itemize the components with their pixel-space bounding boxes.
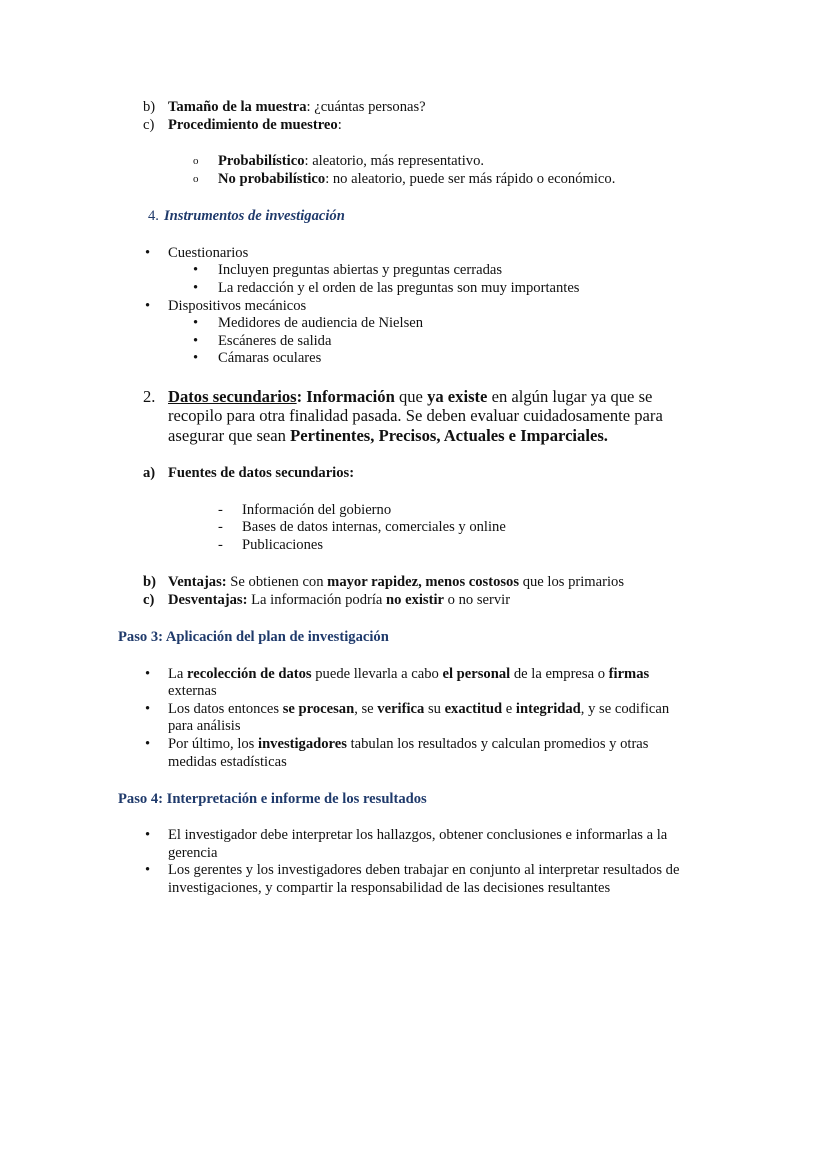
text-run: tabulan los resultados y calculan promedios y otras bbox=[346, 736, 649, 752]
list-item-c bbox=[168, 591, 510, 609]
text-run: Cámaras oculares bbox=[218, 350, 322, 366]
list-item-c bbox=[168, 116, 342, 134]
text-run: de la empresa o bbox=[510, 666, 609, 682]
text-run: : ¿cuántas personas? bbox=[306, 99, 426, 115]
circle-bullet-icon: o bbox=[193, 155, 199, 167]
text-run: externas bbox=[168, 683, 217, 699]
text-run: que bbox=[394, 387, 428, 406]
list-item-a bbox=[168, 464, 354, 482]
bullet-icon: • bbox=[145, 245, 151, 261]
list-marker: - bbox=[218, 502, 223, 518]
text-run: Paso 3: Aplicación del plan de investigación bbox=[118, 629, 389, 645]
text-run: que los primarios bbox=[519, 574, 625, 590]
dash-item bbox=[242, 501, 391, 519]
bold-text: mayor rapidez, menos costosos bbox=[327, 574, 520, 590]
paragraph-line bbox=[168, 426, 608, 446]
bold-text: Procedimiento de muestreo bbox=[168, 117, 338, 133]
bullet bbox=[168, 826, 667, 844]
text-run: Los datos entonces bbox=[168, 701, 283, 717]
text-run: Se obtienen con bbox=[226, 574, 328, 590]
sub-bullet bbox=[218, 279, 580, 297]
text-run: El investigador debe interpretar los hallazgos, obtener conclusiones e informarlas a la bbox=[168, 827, 668, 843]
bullet-continuation bbox=[168, 879, 610, 897]
list-item-b bbox=[168, 573, 624, 591]
bold-text: el personal bbox=[442, 666, 511, 682]
text-run: Medidores de audiencia de Nielsen bbox=[218, 315, 424, 331]
bold-text: Probabilístico bbox=[218, 153, 305, 169]
list-marker: 4. bbox=[148, 208, 159, 224]
bullet bbox=[168, 665, 649, 683]
text-run: : aleatorio, más representativo. bbox=[304, 153, 485, 169]
bullet-icon: • bbox=[145, 827, 151, 843]
list-marker: c) bbox=[143, 117, 155, 133]
list-marker: - bbox=[218, 537, 223, 553]
text-run: gerencia bbox=[168, 845, 218, 861]
bold-text: No probabilístico bbox=[218, 171, 326, 187]
list-marker: b) bbox=[143, 574, 156, 590]
text-run: : bbox=[337, 117, 342, 133]
text-run: , se bbox=[354, 701, 378, 717]
text-run: : no aleatorio, puede ser más rápido o económico. bbox=[325, 171, 616, 187]
bold-text: Datos secundarios bbox=[168, 387, 297, 406]
text-run: e bbox=[502, 701, 516, 717]
bullet bbox=[168, 244, 248, 262]
text-run: Cuestionarios bbox=[168, 245, 249, 261]
text-run: La bbox=[168, 666, 188, 682]
text-run: Instrumentos de investigación bbox=[164, 208, 345, 224]
sub-bullet bbox=[218, 332, 331, 350]
bold-text: firmas bbox=[608, 666, 650, 682]
list-marker: b) bbox=[143, 99, 156, 115]
sub-bullet bbox=[218, 152, 484, 170]
bold-text: Ventajas: bbox=[168, 574, 227, 590]
bullet bbox=[168, 735, 648, 753]
bullet-continuation bbox=[168, 844, 217, 862]
bullet-icon: • bbox=[193, 262, 199, 278]
text-run: para análisis bbox=[168, 718, 241, 734]
text-run: Incluyen preguntas abiertas y preguntas cerradas bbox=[218, 262, 503, 278]
bullet-continuation bbox=[168, 682, 217, 700]
bold-text: : Información bbox=[296, 387, 395, 406]
text-run: Dispositivos mecánicos bbox=[168, 298, 307, 314]
bullet bbox=[168, 700, 669, 718]
list-marker: a) bbox=[143, 465, 156, 481]
bullet-continuation bbox=[168, 717, 241, 735]
bullet-icon: • bbox=[145, 701, 151, 717]
text-run: La redacción y el orden de las preguntas son muy importantes bbox=[218, 280, 580, 296]
text-run: recopilo para otra finalidad pasada. Se deben evaluar cuidadosamente para bbox=[168, 406, 663, 425]
bullet-icon: • bbox=[145, 736, 151, 752]
text-run: Paso 4: Interpretación e informe de los resultados bbox=[118, 791, 427, 807]
numbered-item bbox=[168, 387, 652, 407]
list-marker: - bbox=[218, 519, 223, 535]
list-marker: c) bbox=[143, 592, 155, 608]
text-run: Los gerentes y los investigadores deben trabajar en conjunto al interpretar resultados de bbox=[168, 862, 680, 878]
sub-bullet bbox=[218, 314, 423, 332]
bullet bbox=[168, 297, 306, 315]
bold-text: no existir bbox=[386, 592, 445, 608]
text-run: Bases de datos internas, comerciales y online bbox=[242, 519, 506, 535]
bullet-icon: • bbox=[145, 862, 151, 878]
bold-text: exactitud bbox=[444, 701, 503, 717]
dash-item bbox=[242, 518, 506, 536]
section-heading bbox=[118, 628, 389, 646]
bold-text: Pertinentes, Precisos, Actuales e Imparciales. bbox=[290, 426, 608, 445]
bullet-continuation bbox=[168, 753, 287, 771]
bullet-icon: • bbox=[145, 666, 151, 682]
bullet-icon: • bbox=[145, 298, 151, 314]
text-run: su bbox=[424, 701, 445, 717]
bullet-icon: • bbox=[193, 350, 199, 366]
text-run: Información del gobierno bbox=[242, 502, 392, 518]
bold-text: verifica bbox=[377, 701, 425, 717]
text-run: Publicaciones bbox=[242, 537, 324, 553]
bold-text: Desventajas: bbox=[168, 592, 248, 608]
bullet-icon: • bbox=[193, 280, 199, 296]
text-run: Escáneres de salida bbox=[218, 333, 332, 349]
bold-text: recolección de datos bbox=[187, 666, 312, 682]
text-run: o no servir bbox=[444, 592, 511, 608]
text-run: en algún lugar ya que se bbox=[487, 387, 653, 406]
paragraph-line bbox=[168, 406, 663, 426]
text-run: puede llevarla a cabo bbox=[311, 666, 443, 682]
bold-text: se procesan bbox=[282, 701, 355, 717]
text-run: La información podría bbox=[247, 592, 387, 608]
text-run: investigaciones, y compartir la responsabilidad de las decisiones resultantes bbox=[168, 880, 611, 896]
text-run: , y se codifican bbox=[580, 701, 670, 717]
bold-text: ya existe bbox=[427, 387, 488, 406]
dash-item bbox=[242, 536, 323, 554]
circle-bullet-icon: o bbox=[193, 173, 199, 185]
section-heading bbox=[118, 790, 427, 808]
list-marker: 2. bbox=[143, 387, 156, 406]
bold-text: Fuentes de datos secundarios: bbox=[168, 465, 355, 481]
bullet-icon: • bbox=[193, 333, 199, 349]
section-heading bbox=[164, 207, 345, 225]
bold-text: integridad bbox=[515, 701, 581, 717]
list-item-b bbox=[168, 98, 426, 116]
bullet bbox=[168, 861, 679, 879]
bold-text: investigadores bbox=[258, 736, 347, 752]
bullet-icon: • bbox=[193, 315, 199, 331]
sub-bullet bbox=[218, 170, 615, 188]
bold-text: Tamaño de la muestra bbox=[168, 99, 307, 115]
sub-bullet bbox=[218, 261, 502, 279]
text-run: medidas estadísticas bbox=[168, 754, 287, 770]
sub-bullet bbox=[218, 349, 321, 367]
text-run: Por último, los bbox=[168, 736, 259, 752]
text-run: asegurar que sean bbox=[168, 426, 291, 445]
underline bbox=[168, 387, 297, 406]
